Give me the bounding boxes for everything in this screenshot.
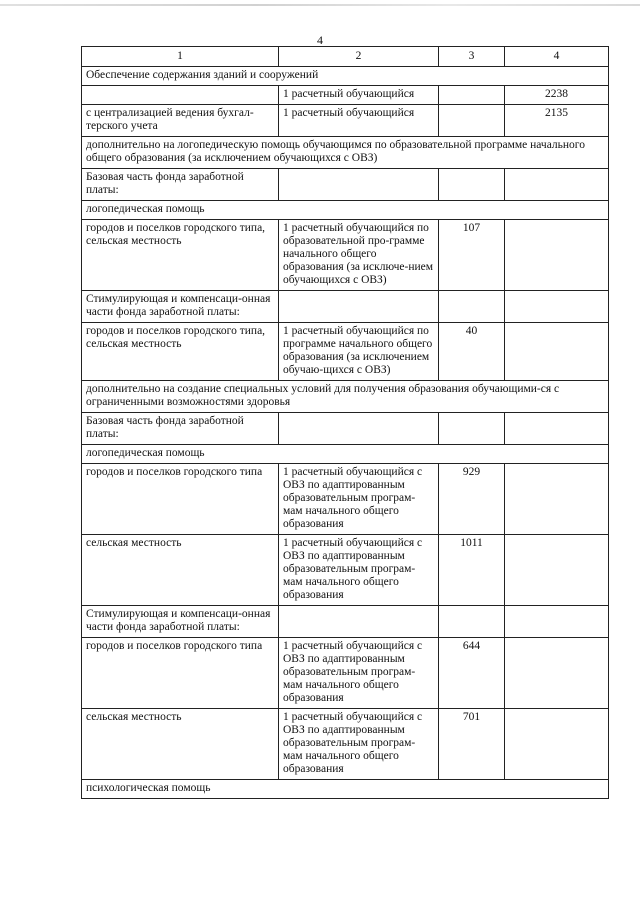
section-row xyxy=(82,201,609,220)
section-row xyxy=(82,137,609,169)
category-cell: сельская местность xyxy=(82,535,279,606)
unit-cell: 1 расчетный обучающийся с ОВЗ по адаптированным образовательным програм-мам начального общего образования xyxy=(279,535,439,606)
unit-cell xyxy=(279,413,439,445)
section-heading-cell: логопедическая помощь xyxy=(82,201,609,220)
section-heading-cell: дополнительно на создание специальных условий для получения образования обучающими-ся с ограниченными возможностями здоровья xyxy=(82,381,609,413)
section-row xyxy=(82,67,609,86)
page-number: 4 xyxy=(317,33,323,47)
section-row xyxy=(82,381,609,413)
category-cell: городов и поселков городского типа xyxy=(82,464,279,535)
unit-cell: 1 расчетный обучающийся с ОВЗ по адаптированным образовательным програм-мам начального общего образования xyxy=(279,709,439,780)
value-col3-cell xyxy=(439,606,505,638)
header-cell-1: 1 xyxy=(82,47,279,67)
value-col3-cell: 40 xyxy=(439,323,505,381)
table-row xyxy=(82,105,609,137)
value-col4-cell xyxy=(505,606,609,638)
table-row xyxy=(82,413,609,445)
category-cell: городов и поселков городского типа, сельская местность xyxy=(82,323,279,381)
table-row xyxy=(82,220,609,291)
table-row xyxy=(82,535,609,606)
unit-cell xyxy=(279,291,439,323)
category-cell: с централизацией ведения бухгал-терского учета xyxy=(82,105,279,137)
funding-norms-table xyxy=(81,46,609,799)
category-cell xyxy=(82,86,279,105)
table-row xyxy=(82,638,609,709)
section-heading-cell: психологическая помощь xyxy=(82,780,609,799)
table-row xyxy=(82,606,609,638)
value-col4-cell xyxy=(505,413,609,445)
value-col3-cell xyxy=(439,291,505,323)
value-col4-cell xyxy=(505,638,609,709)
section-heading-cell: Обеспечение содержания зданий и сооружений xyxy=(82,67,609,86)
unit-cell: 1 расчетный обучающийся xyxy=(279,86,439,105)
value-col4-cell xyxy=(505,323,609,381)
value-col3-cell: 929 xyxy=(439,464,505,535)
value-col3-cell xyxy=(439,105,505,137)
category-cell: городов и поселков городского типа, сельская местность xyxy=(82,220,279,291)
value-col4-cell xyxy=(505,709,609,780)
header-cell-3: 3 xyxy=(439,47,505,67)
value-col3-cell xyxy=(439,86,505,105)
section-heading-cell: логопедическая помощь xyxy=(82,445,609,464)
header-cell-2: 2 xyxy=(279,47,439,67)
category-cell: Стимулирующая и компенсаци-онная части фонда заработной платы: xyxy=(82,606,279,638)
unit-cell xyxy=(279,606,439,638)
value-col4-cell xyxy=(505,535,609,606)
table-row xyxy=(82,323,609,381)
value-col4-cell xyxy=(505,169,609,201)
scan-artifact-line xyxy=(0,4,640,6)
value-col3-cell: 107 xyxy=(439,220,505,291)
section-row xyxy=(82,445,609,464)
unit-cell xyxy=(279,169,439,201)
table-header-row xyxy=(82,47,609,67)
table-row xyxy=(82,169,609,201)
value-col4-cell xyxy=(505,220,609,291)
value-col4-cell xyxy=(505,464,609,535)
header-cell-4: 4 xyxy=(505,47,609,67)
table-row xyxy=(82,86,609,105)
category-cell: Стимулирующая и компенсаци-онная части фонда заработной платы: xyxy=(82,291,279,323)
value-col4-cell xyxy=(505,291,609,323)
table-row xyxy=(82,291,609,323)
category-cell: Базовая часть фонда заработной платы: xyxy=(82,169,279,201)
unit-cell: 1 расчетный обучающийся с ОВЗ по адаптированным образовательным програм-мам начального общего образования xyxy=(279,464,439,535)
value-col3-cell: 644 xyxy=(439,638,505,709)
category-cell: городов и поселков городского типа xyxy=(82,638,279,709)
unit-cell: 1 расчетный обучающийся xyxy=(279,105,439,137)
value-col4-cell: 2238 xyxy=(505,86,609,105)
value-col4-cell: 2135 xyxy=(505,105,609,137)
unit-cell: 1 расчетный обучающийся по программе начального общего образования (за исключением обучаю-щихся с ОВЗ) xyxy=(279,323,439,381)
value-col3-cell xyxy=(439,413,505,445)
table-row xyxy=(82,464,609,535)
value-col3-cell: 701 xyxy=(439,709,505,780)
category-cell: сельская местность xyxy=(82,709,279,780)
unit-cell: 1 расчетный обучающийся по образовательной про-грамме начального общего образования (за исключе-нием обучающихся с ОВЗ) xyxy=(279,220,439,291)
section-heading-cell: дополнительно на логопедическую помощь обучающимся по образовательной программе начального общего образования (за исключением обучающихся с ОВЗ) xyxy=(82,137,609,169)
section-row xyxy=(82,780,609,799)
value-col3-cell xyxy=(439,169,505,201)
table-row xyxy=(82,709,609,780)
unit-cell: 1 расчетный обучающийся с ОВЗ по адаптированным образовательным програм-мам начального общего образования xyxy=(279,638,439,709)
category-cell: Базовая часть фонда заработной платы: xyxy=(82,413,279,445)
value-col3-cell: 1011 xyxy=(439,535,505,606)
